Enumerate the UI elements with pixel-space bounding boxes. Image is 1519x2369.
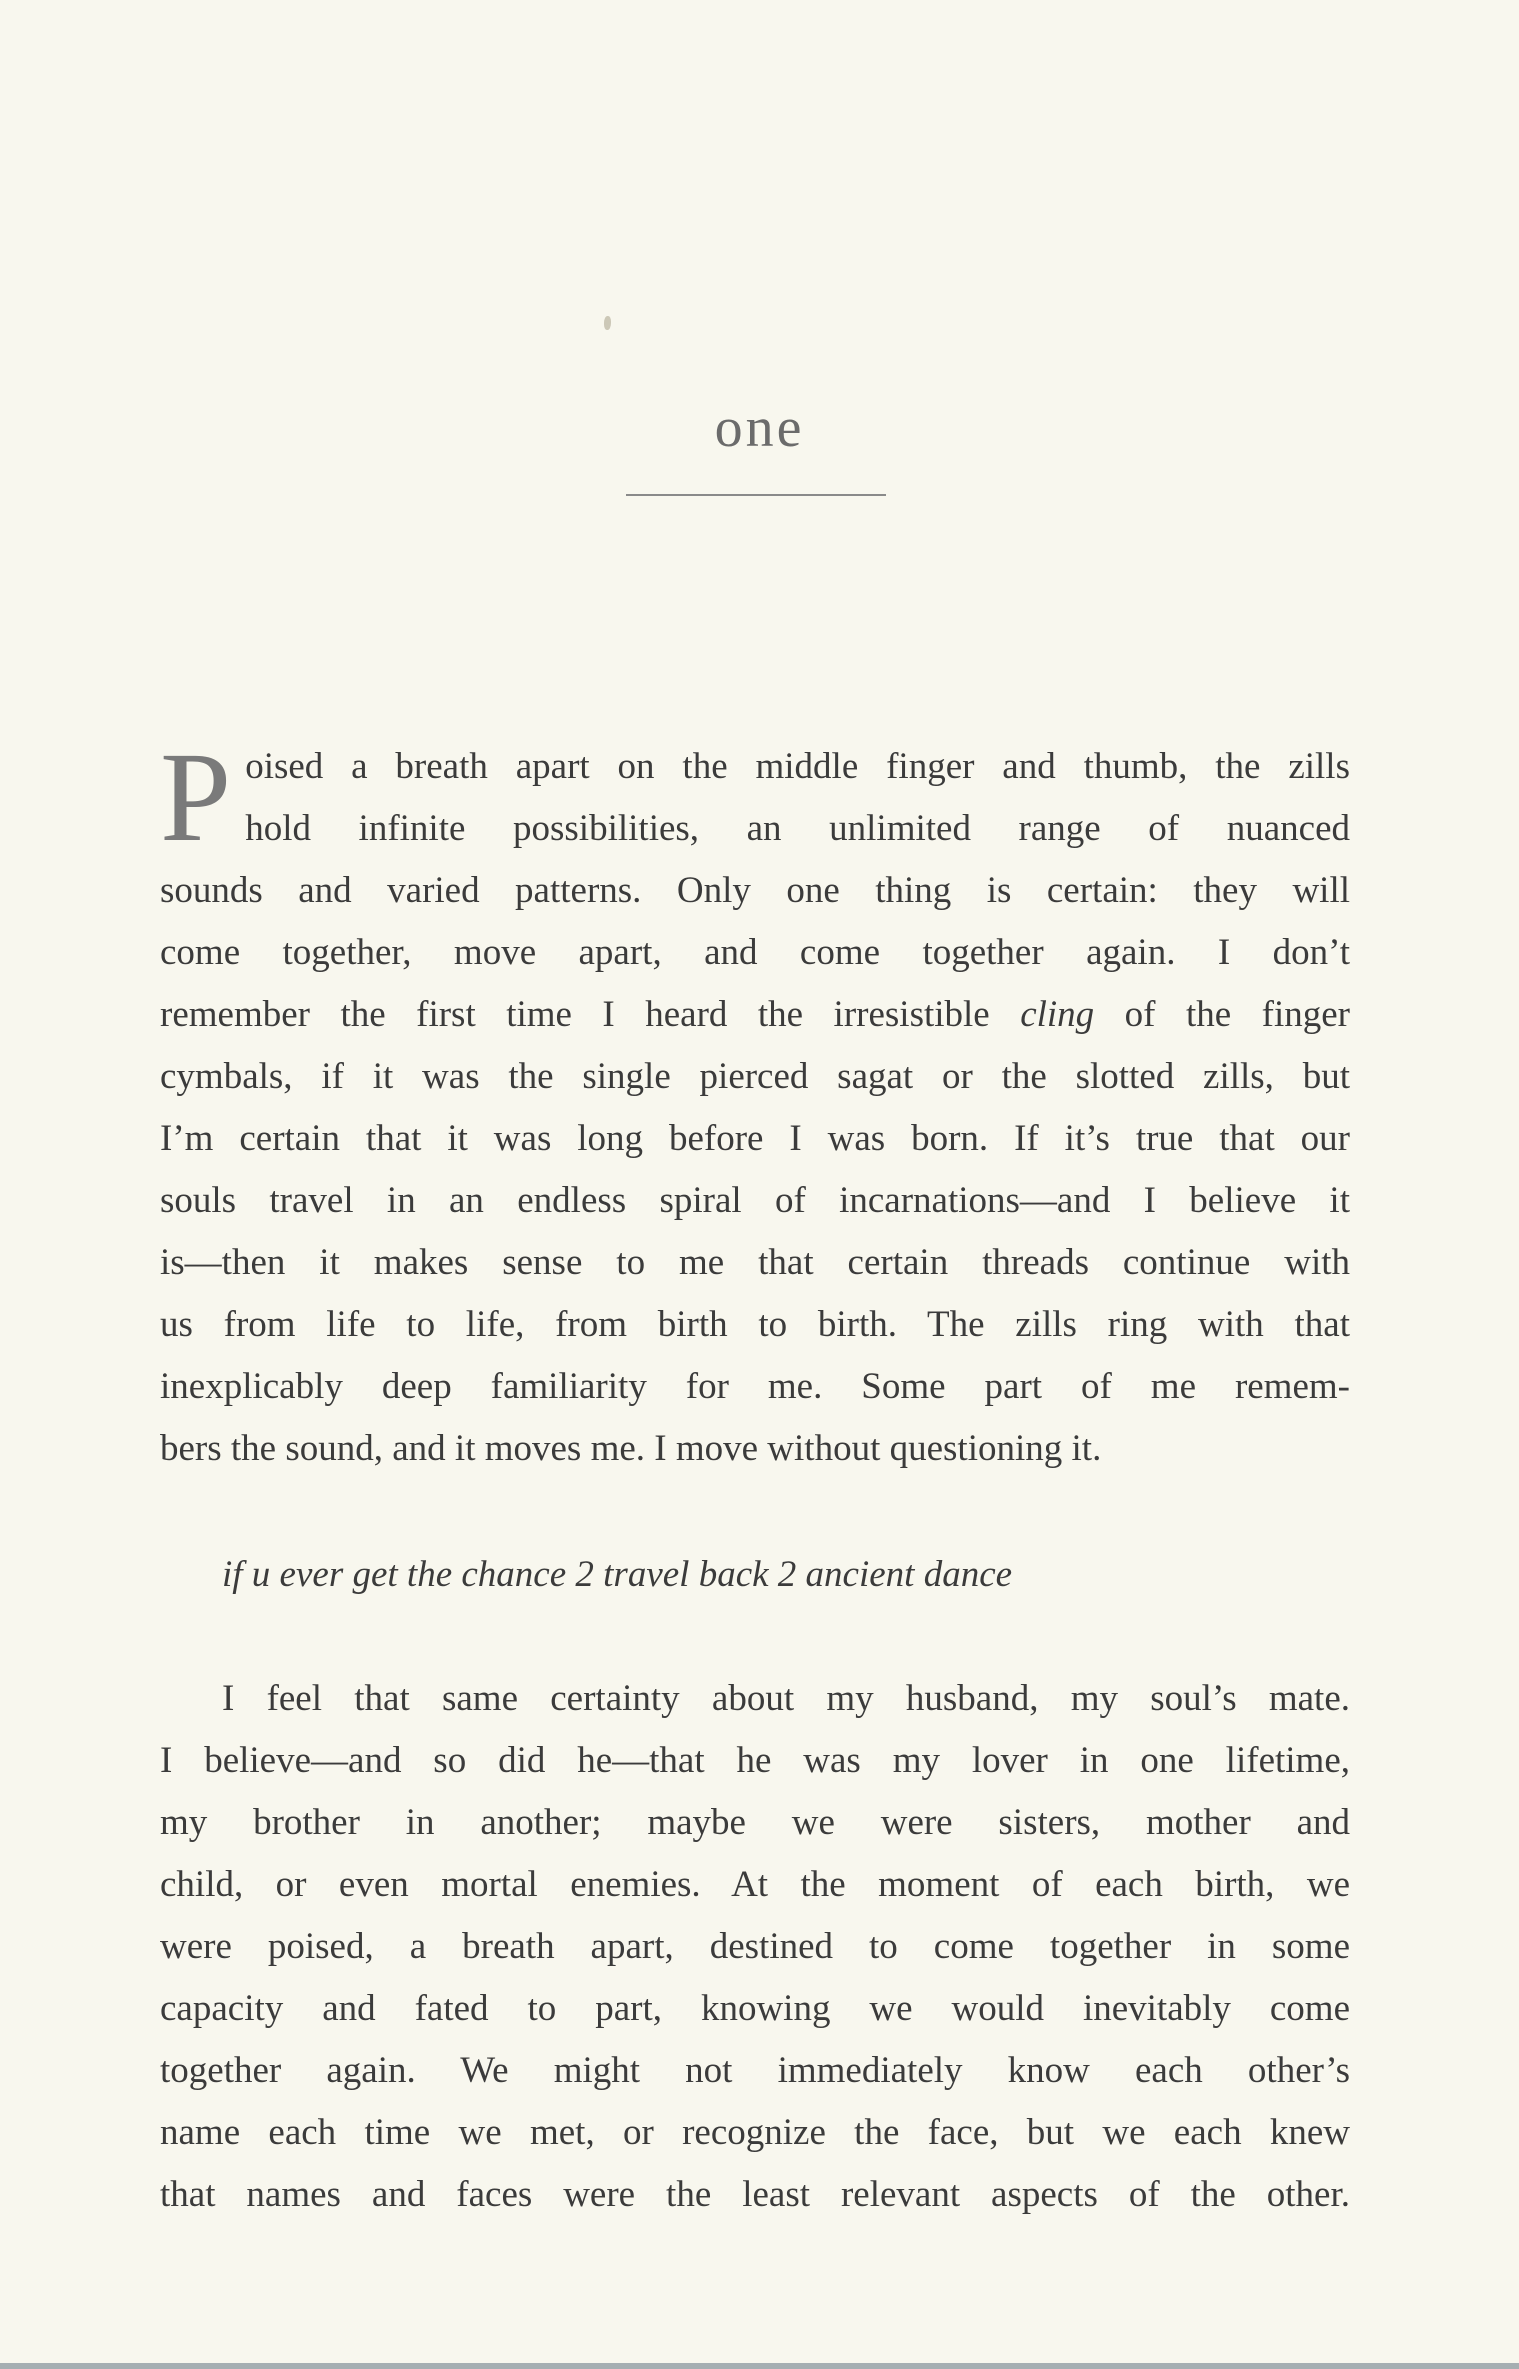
- text-line: were poised, a breath apart, destined to come together in some: [160, 1926, 1350, 1967]
- epigraph: if u ever get the chance 2 travel back 2 ancient dance: [222, 1554, 1013, 1595]
- paragraph-2: [160, 1668, 1350, 2226]
- text-line: name each time we met, or recognize the face, but we each knew: [160, 2112, 1350, 2153]
- paper-speck: [604, 316, 611, 330]
- text-line: come together, move apart, and come together again. I don’t: [160, 932, 1350, 973]
- drop-cap: P: [160, 726, 232, 868]
- chapter-title: one: [714, 397, 805, 459]
- text-line: hold infinite possibilities, an unlimited range of nuanced: [245, 808, 1350, 849]
- scan-bottom-edge: [0, 2363, 1519, 2369]
- text-line: I believe—and so did he—that he was my lover in one lifetime,: [160, 1740, 1350, 1781]
- text-line: sounds and varied patterns. Only one thing is certain: they will: [160, 870, 1350, 911]
- text-line: remember the first time I heard the irresistible cling of the finger: [160, 994, 1350, 1035]
- paragraph-1: [160, 726, 1350, 1480]
- text-line: bers the sound, and it moves me. I move without questioning it.: [160, 1428, 1102, 1469]
- text-line: capacity and fated to part, knowing we would inevitably come: [160, 1988, 1350, 2029]
- text-line: is—then it makes sense to me that certain threads continue with: [160, 1242, 1350, 1283]
- text-line: cymbals, if it was the single pierced sagat or the slotted zills, but: [160, 1056, 1350, 1097]
- text-line: together again. We might not immediately know each other’s: [160, 2050, 1350, 2091]
- text-line: I feel that same certainty about my husband, my soul’s mate.: [222, 1678, 1350, 1719]
- text-line: us from life to life, from birth to birth. The zills ring with that: [160, 1304, 1350, 1345]
- text-line: oised a breath apart on the middle finger and thumb, the zills: [245, 746, 1350, 787]
- text-line: I’m certain that it was long before I was born. If it’s true that our: [160, 1118, 1350, 1159]
- text-line: child, or even mortal enemies. At the moment of each birth, we: [160, 1864, 1350, 1905]
- text-line: that names and faces were the least relevant aspects of the other.: [160, 2174, 1350, 2215]
- text-line: inexplicably deep familiarity for me. Some part of me remem-: [160, 1366, 1350, 1407]
- text-line: my brother in another; maybe we were sisters, mother and: [160, 1802, 1350, 1843]
- title-underline: [626, 494, 886, 496]
- text-line: souls travel in an endless spiral of incarnations—and I believe it: [160, 1180, 1350, 1221]
